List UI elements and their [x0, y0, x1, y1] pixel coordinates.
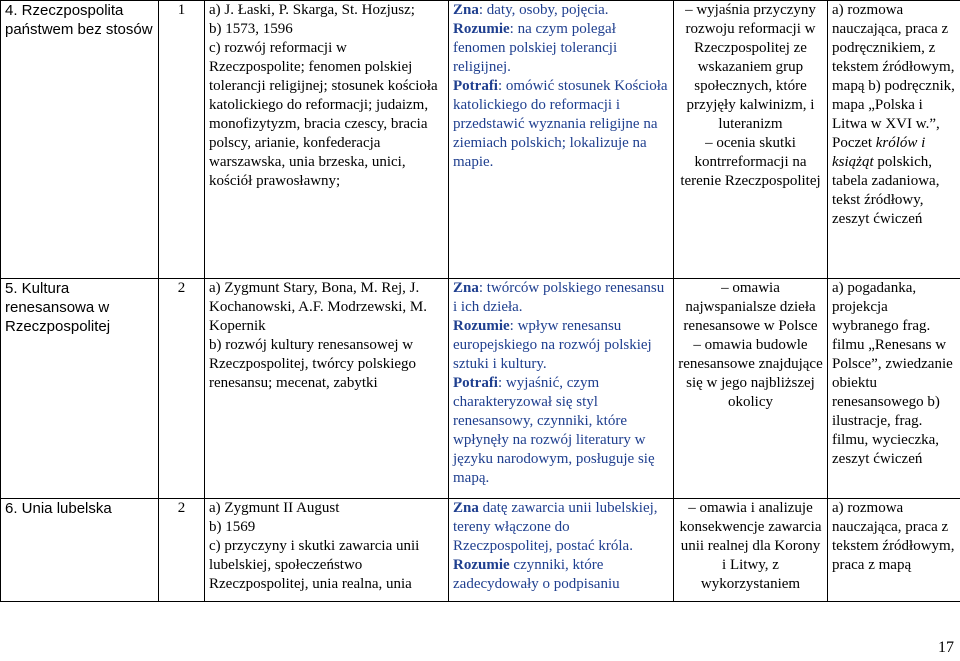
- content-line: b) 1569: [209, 519, 256, 535]
- method-line: – wyjaśnia przyczyny rozwoju reformacji w Rzeczpospolitej ze wskazaniem grup społecznych, które przyjęły kalwinizm, i luteranizm: [685, 2, 816, 132]
- goals-cell: [449, 499, 674, 602]
- goal-line: Rozumie: wpływ renesansu europejskiego na rozwój polskiej sztuki i kultury.: [453, 318, 652, 372]
- content-line: a) J. Łaski, P. Skarga, St. Hozjusz;: [209, 2, 415, 18]
- goal-line: Potrafi: wyjaśnić, czym charakteryzował się styl renesansowy, czynniki, które wpłynęły na rozwój literatury w języku narodowym, posługuje się mapą.: [453, 375, 655, 486]
- hours-cell: 2: [159, 279, 205, 499]
- hours-cell: 1: [159, 1, 205, 279]
- topic-cell: [1, 279, 159, 499]
- content-line: a) Zygmunt II August: [209, 500, 340, 516]
- goal-line: Potrafi: omówić stosunek Kościoła katolickiego do reformacji i przedstawić wyznania religijne na ziemiach polskich; lokalizuje na mapie.: [453, 78, 668, 170]
- content-cell: [205, 279, 449, 499]
- content-line: b) 1573, 1596: [209, 21, 293, 37]
- table-row: [1, 499, 960, 602]
- means-text: a) pogadanka, projekcja wybranego frag. filmu „Renesans w Polsce”, zwiedzanie obiektu renesansowego b) ilustracje, frag. filmu, wycieczka, zeszyt ćwiczeń: [832, 280, 953, 467]
- goal-line: Rozumie czynniki, które zadecydowały o podpisaniu: [453, 557, 620, 592]
- content-line: a) Zygmunt Stary, Bona, M. Rej, J. Kochanowski, A.F. Modrzewski, M. Kopernik: [209, 280, 427, 334]
- content-line: b) rozwój kultury renesansowej w Rzeczpospolitej, twórcy polskiego renesansu; mecenat, zabytki: [209, 337, 417, 391]
- means-text: a) rozmowa nauczająca, praca z podręcznikiem, z tekstem źródłowym, mapą b) podręcznik, mapa „Polska i Litwa w XVI w.”, Poczet królów i książąt polskich, tabela zadaniowa, tekst źródłowy, zeszyt ćwiczeń: [832, 2, 955, 227]
- table-row: [1, 1, 960, 279]
- topic-5: 5. Kultura renesansowa w Rzeczpospolitej: [5, 280, 111, 335]
- means-text: a) rozmowa nauczająca, praca z tekstem źródłowym, praca z mapą: [832, 500, 955, 573]
- methods-cell: [674, 279, 828, 499]
- methods-cell: [674, 1, 828, 279]
- topic-6: 6. Unia lubelska: [5, 500, 112, 517]
- method-line: – ocenia skutki kontrreformacji na terenie Rzeczpospolitej: [680, 135, 821, 189]
- method-line: – omawia najwspanialsze dzieła renesansowe w Polsce – omawia budowle renesansowe znajdujące się w jego najbliższej okolicy: [678, 280, 823, 410]
- means-cell: [828, 1, 960, 279]
- goal-line: Zna: twórców polskiego renesansu i ich dzieła.: [453, 280, 665, 315]
- content-cell: [205, 499, 449, 602]
- topic-4: 4. Rzeczpospolita państwem bez stosów: [5, 2, 153, 38]
- method-line: – omawia i analizuje konsekwencje zawarcia unii realnej dla Korony i Litwy, z wykorzystaniem: [679, 500, 822, 592]
- goals-cell: [449, 1, 674, 279]
- topic-cell: [1, 1, 159, 279]
- content-line: c) rozwój reformacji w Rzeczpospolite; fenomen polskiej tolerancji religijnej; stosunek kościoła katolickiego do reformacji; judaizm, monofizytyzm, bracia czescy, bracia polscy, arianie, konfederacja warszawska, unia brzeska, unici, kościół prawosławny;: [209, 40, 438, 189]
- topic-cell: [1, 499, 159, 602]
- means-cell: [828, 279, 960, 499]
- table-row: [1, 279, 960, 499]
- means-cell: [828, 499, 960, 602]
- methods-cell: [674, 499, 828, 602]
- goal-line: Zna datę zawarcia unii lubelskiej, tereny włączone do Rzeczpospolitej, postać króla.: [453, 500, 658, 554]
- content-cell: [205, 1, 449, 279]
- goal-line: Zna: daty, osoby, pojęcia.: [453, 2, 609, 18]
- content-line: c) przyczyny i skutki zawarcia unii lubelskiej, społeczeństwo Rzeczpospolitej, unia realna, unia: [209, 538, 420, 592]
- page-number: 17: [938, 639, 954, 656]
- hours-cell: 2: [159, 499, 205, 602]
- goals-cell: [449, 279, 674, 499]
- goal-line: Rozumie: na czym polegał fenomen polskiej tolerancji religijnej.: [453, 21, 618, 75]
